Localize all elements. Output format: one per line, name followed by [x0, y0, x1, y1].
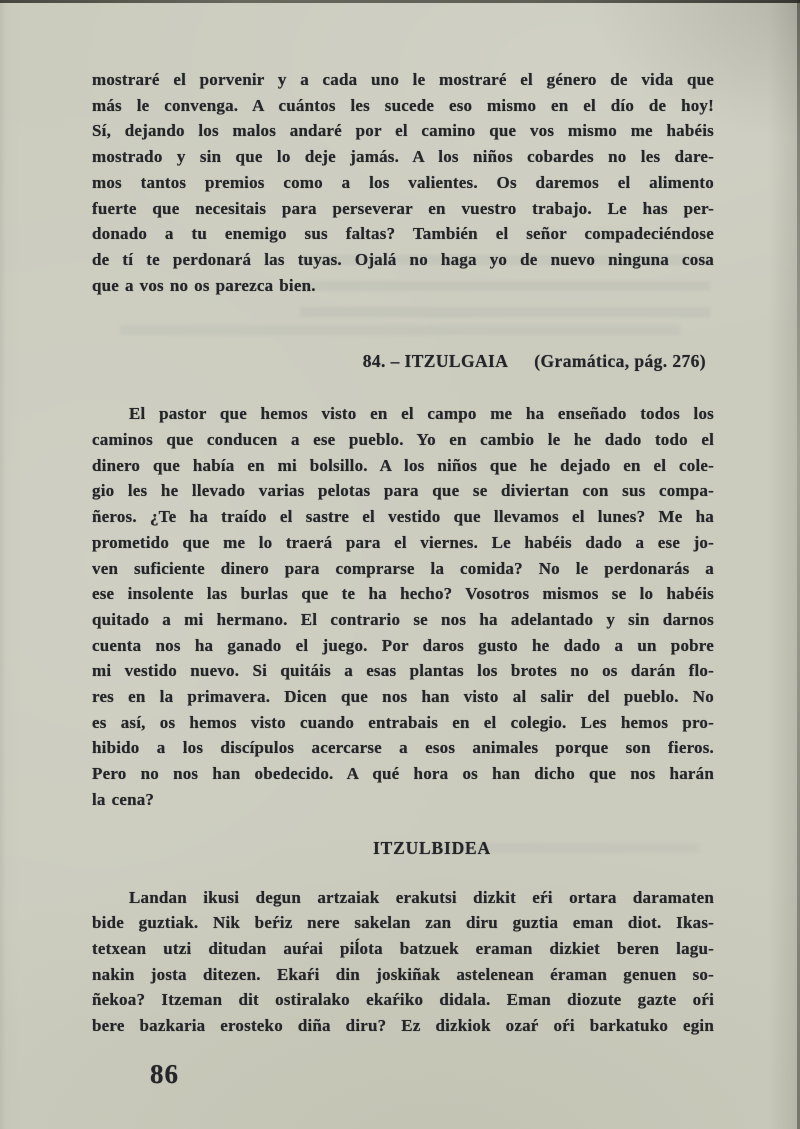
page-number: 86 — [150, 1058, 179, 1089]
scan-top-edge-shadow — [0, 0, 800, 3]
text-line: ese insolente las burlas que te ha hecho? Vosotros mismos se lo habéis — [92, 584, 714, 604]
text-line: prometido que me lo traerá para el viernes. Le habéis dado a ese jo- — [92, 532, 714, 552]
text-line: mos tantos premios como a los valientes. Os daremos el alimento — [92, 172, 714, 192]
text-line: El pastor que hemos visto en el campo me ha enseñado todos los — [129, 404, 714, 424]
paragraph-spanish-exercise — [92, 401, 714, 812]
paragraph-basque-translation — [92, 885, 714, 1039]
text-line: mostraré el porvenir y a cada uno le mostraré el género de vida que — [92, 70, 714, 89]
text-line: que a vos no os parezca bien. — [92, 275, 316, 295]
section-heading-reference: (Gramática, pág. 276) — [534, 351, 706, 372]
text-line: res en la primavera. Dicen que nos han visto al salir del pueblo. No — [92, 687, 714, 707]
text-line: quitado a mi hermano. El contrario se nos ha adelantado y sin darnos — [92, 609, 714, 629]
text-line: donado a tu enemigo sus faltas? También el señor compadeciéndose — [92, 224, 714, 244]
text-line: Pero no nos han obedecido. A qué hora os han dicho que nos harán — [92, 764, 714, 784]
text-line: dinero que había en mi bolsillo. A los niños que he dejado en el cole- — [92, 455, 714, 475]
text-line: cuenta nos ha ganado el juego. Por daros gusto he dado a un pobre — [92, 635, 714, 655]
text-line: bide guztiak. Nik beŕiz nere sakelan zan diru guztia eman diot. Ikas- — [92, 913, 714, 933]
text-line: bere bazkaria erosteko diña diru? Ez dizkiok ozaŕ oŕi barkatuko egin — [92, 1016, 714, 1036]
text-line: gio les he llevado varias pelotas para que se diviertan con sus compa- — [92, 481, 714, 501]
section-heading-number-title: 84. – ITZULGAIA — [362, 351, 509, 372]
text-line: mi vestido nuevo. Si quitáis a esas plantas los brotes no os darán flo- — [92, 661, 714, 681]
text-line: ñeros. ¿Te ha traído el sastre el vestido que llevamos el lunes? Me ha — [92, 507, 714, 527]
text-line: Sí, dejando los malos andaré por el camino que vos mismo me habéis — [92, 121, 714, 141]
text-line: la cena? — [92, 789, 155, 809]
text-line: nakin josta ditezen. Ekaŕi din joskiñak astelenean éraman genuen so- — [92, 964, 714, 984]
paragraph-spanish-intro — [92, 67, 714, 298]
section-heading — [92, 348, 714, 374]
text-line: Landan ikusi degun artzaiak erakutsi dizkit eŕi ortara daramaten — [129, 887, 714, 907]
text-line: más le convenga. A cuántos les sucede eso mismo en el dío de hoy! — [92, 95, 714, 115]
text-line: ñekoa? Itzeman dit ostiralako ekaŕiko didala. Eman diozute gazte oŕi — [92, 990, 714, 1010]
subheading-itzulbidea: ITZULBIDEA — [373, 837, 491, 858]
text-line: es así, os hemos visto cuando entrabais en el colegio. Les hemos pro- — [92, 712, 714, 732]
text-line: caminos que conducen a ese pueblo. Yo en cambio le he dado todo el — [92, 430, 714, 450]
text-line: de tí te perdonará las tuyas. Ojalá no haga yo de nuevo ninguna cosa — [92, 249, 714, 269]
text-line: ven suficiente dinero para comprarse la comida? No le perdonarás a — [92, 558, 714, 578]
page-text-block — [92, 67, 714, 1090]
text-line: tetxean utzi ditudan auŕai piĺota batzuek eraman dizkiet beren lagu- — [92, 938, 714, 958]
text-line: fuerte que necesitais para perseverar en vuestro trabajo. Le has per- — [92, 198, 714, 218]
text-line: mostrado y sin que lo deje jamás. A los niños cobardes no les dare- — [92, 147, 714, 167]
text-line: hibido a los discípulos acercarse a esos animales porque son fieros. — [92, 738, 714, 758]
